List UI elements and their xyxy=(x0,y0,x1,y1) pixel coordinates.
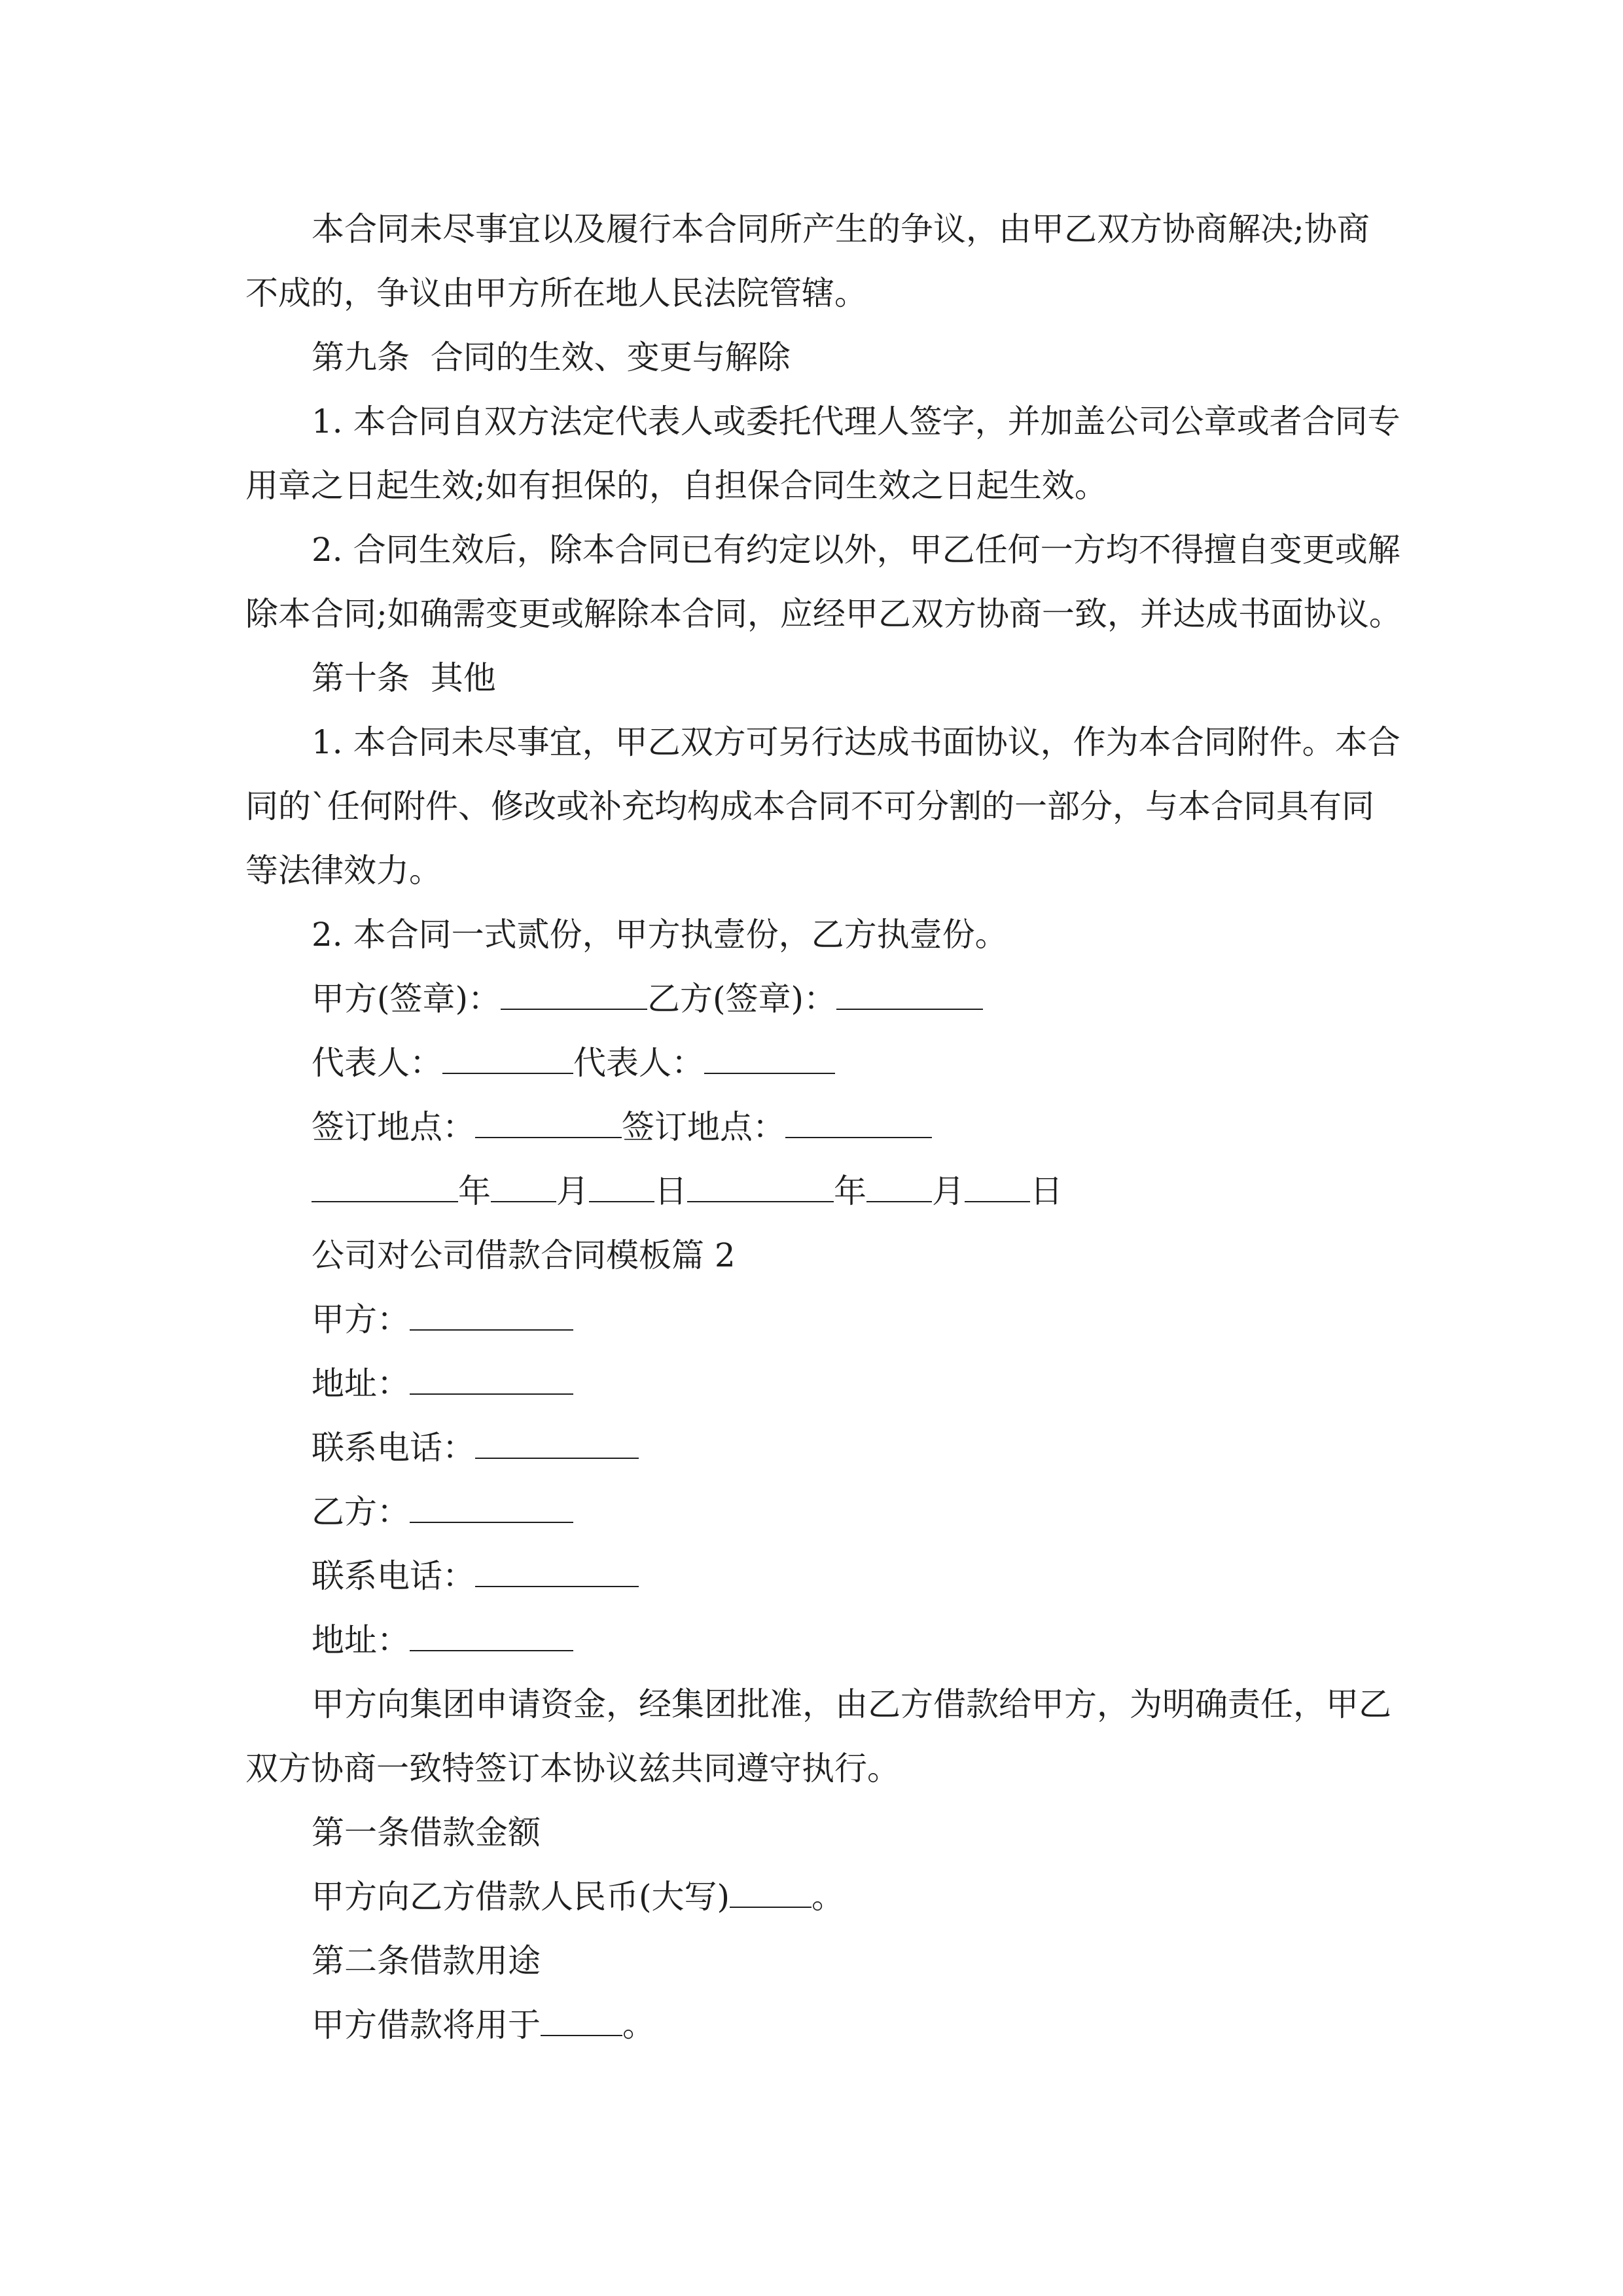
article-10-title: 第十条 其他 xyxy=(312,659,496,697)
paragraph-line: 2. 本合同一式贰份，甲方执壹份，乙方执壹份。 xyxy=(312,916,1008,954)
loan-amount-blank xyxy=(730,1878,812,1908)
rep-a-label: 代表人： xyxy=(312,1044,442,1082)
loan-purpose-label: 甲方借款将用于 xyxy=(312,2006,541,2044)
party-a-blank xyxy=(410,1300,573,1331)
paragraph-line: 1. 本合同未尽事宜，甲乙双方可另行达成书面协议，作为本合同附件。本合 xyxy=(312,723,1400,761)
party-a-seal-label: 甲方(签章)： xyxy=(312,980,501,1018)
rep-b-label: 代表人： xyxy=(573,1044,704,1082)
address-a-label: 地址： xyxy=(312,1365,410,1403)
phone-b-blank xyxy=(475,1557,639,1587)
address-b-row xyxy=(0,1621,1623,1660)
year-label: 年 xyxy=(458,1172,491,1210)
phone-b-row xyxy=(0,1556,1623,1596)
article-9-title: 第九条 合同的生效、变更与解除 xyxy=(312,338,791,376)
paragraph-line: 等法律效力。 xyxy=(245,852,442,889)
party-b-seal-blank xyxy=(836,980,983,1010)
phone-a-blank xyxy=(475,1429,639,1459)
paragraph-line: 同的`任何附件、修改或补充均构成本合同不可分割的一部分，与本合同具有同 xyxy=(245,787,1374,825)
day-label: 日 xyxy=(654,1172,687,1210)
article-1-text xyxy=(0,1877,1623,1916)
paragraph-line: 本合同未尽事宜以及履行本合同所产生的争议，由甲乙双方协商解决;协商 xyxy=(312,210,1370,248)
party-b-blank xyxy=(410,1493,573,1523)
place-b-label: 签订地点： xyxy=(622,1108,785,1146)
phone-a-row xyxy=(0,1428,1623,1467)
period-mark: 。 xyxy=(622,2006,655,2044)
article-2-text xyxy=(0,2005,1623,2045)
month-label: 月 xyxy=(556,1172,589,1210)
place-a-blank xyxy=(475,1108,622,1138)
party-b-row xyxy=(0,1492,1623,1532)
year-label: 年 xyxy=(834,1172,866,1210)
paragraph-line: 用章之日起生效;如有担保的，自担保合同生效之日起生效。 xyxy=(245,467,1107,505)
party-a-row xyxy=(0,1300,1623,1339)
day-a-blank xyxy=(589,1172,654,1202)
place-b-blank xyxy=(785,1108,932,1138)
party-a-label: 甲方： xyxy=(312,1300,410,1338)
paragraph-line: 双方协商一致特签订本协议兹共同遵守执行。 xyxy=(245,1749,900,1787)
signature-row-seal xyxy=(0,979,1623,1018)
phone-a-label: 联系电话： xyxy=(312,1429,475,1467)
month-b-blank xyxy=(866,1172,932,1202)
signature-row-representative xyxy=(0,1043,1623,1083)
day-label: 日 xyxy=(1030,1172,1063,1210)
day-b-blank xyxy=(965,1172,1030,1202)
rep-a-blank xyxy=(442,1044,573,1074)
rep-b-blank xyxy=(704,1044,835,1074)
article-1-title: 第一条借款金额 xyxy=(312,1814,541,1852)
paragraph-line: 甲方向集团申请资金，经集团批准，由乙方借款给甲方，为明确责任，甲乙 xyxy=(312,1685,1391,1723)
loan-amount-label: 甲方向乙方借款人民币(大写) xyxy=(312,1878,730,1916)
party-b-seal-label: 乙方(签章)： xyxy=(647,980,837,1018)
year-a-blank xyxy=(312,1172,458,1202)
paragraph-line: 除本合同;如确需变更或解除本合同，应经甲乙双方协商一致，并达成书面协议。 xyxy=(245,595,1402,633)
signature-row-place xyxy=(0,1107,1623,1147)
month-label: 月 xyxy=(932,1172,965,1210)
loan-purpose-blank xyxy=(541,2006,622,2036)
paragraph-line: 不成的，争议由甲方所在地人民法院管辖。 xyxy=(245,274,867,312)
paragraph-line: 1. 本合同自双方法定代表人或委托代理人签字，并加盖公司公章或者合同专 xyxy=(312,403,1400,440)
party-a-seal-blank xyxy=(501,980,647,1010)
place-a-label: 签订地点： xyxy=(312,1108,475,1146)
address-b-blank xyxy=(410,1621,573,1651)
party-b-label: 乙方： xyxy=(312,1493,410,1531)
address-b-label: 地址： xyxy=(312,1621,410,1659)
period-mark: 。 xyxy=(812,1878,845,1916)
paragraph-line: 2. 合同生效后，除本合同已有约定以外，甲乙任何一方均不得擅自变更或解 xyxy=(312,531,1400,569)
year-b-blank xyxy=(687,1172,834,1202)
phone-b-label: 联系电话： xyxy=(312,1557,475,1595)
address-a-row xyxy=(0,1364,1623,1403)
address-a-blank xyxy=(410,1365,573,1395)
article-2-title: 第二条借款用途 xyxy=(312,1942,541,1980)
month-a-blank xyxy=(491,1172,556,1202)
template-2-title: 公司对公司借款合同模板篇 2 xyxy=(312,1236,736,1274)
signature-row-date xyxy=(0,1172,1623,1211)
